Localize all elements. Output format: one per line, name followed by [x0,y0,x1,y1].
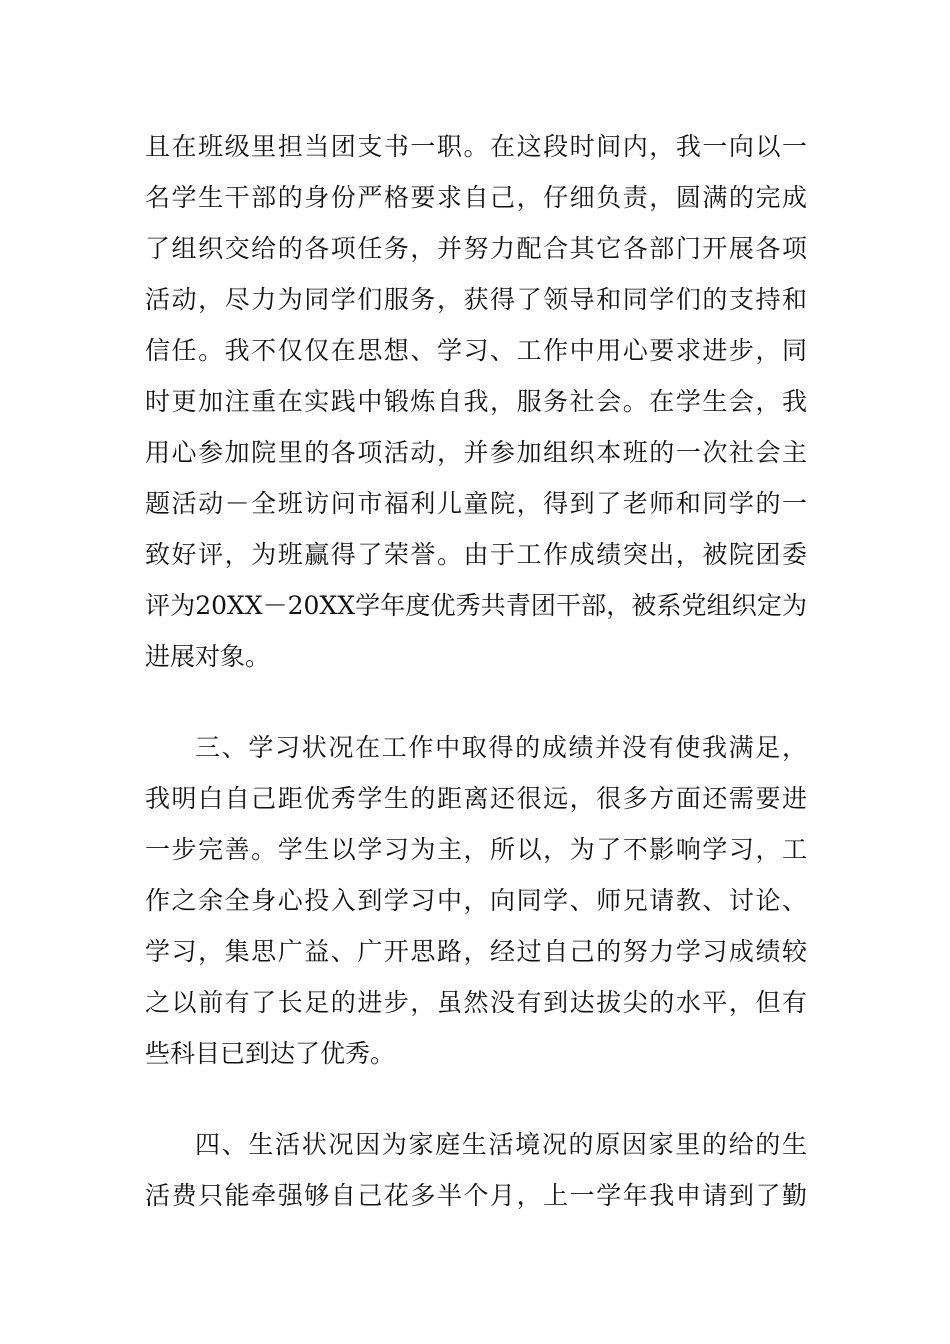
text-line: 且在班级里担当团支书一职。在这段时间内，我一向以一 [145,132,807,161]
text-line: 之以前有了长足的进步，虽然没有到达拔尖的水平，但有 [145,988,807,1017]
text-line: 活费只能牵强够自己花多半个月，上一学年我申请到了勤 [145,1181,807,1210]
text-line: 题活动－全班访问市福利儿童院，得到了老师和同学的一 [145,489,807,518]
paragraph-student-work [145,121,807,682]
paragraph-life-status [145,1119,807,1221]
text-line: 进展对象。 [145,642,271,671]
text-line: 些科目已到达了优秀。 [145,1039,396,1068]
text-line: 我明白自己距优秀学生的距离还很远，很多方面还需要进 [145,784,807,813]
paragraph-study-status [145,722,807,1079]
text-line: 用心参加院里的各项活动，并参加组织本班的一次社会主 [145,438,807,467]
text-line: 信任。我不仅仅在思想、学习、工作中用心要求进步，同 [145,336,807,365]
text-line: 评为20XX－20XX学年度优秀共青团干部，被系党组织定为 [145,591,807,620]
text-line: 作之余全身心投入到学习中，向同学、师兄请教、讨论、 [145,886,807,915]
text-line: 名学生干部的身份严格要求自己，仔细负责，圆满的完成 [145,183,807,212]
text-line: 四、生活状况因为家庭生活境况的原因家里的给的生 [195,1130,807,1159]
text-line: 三、学习状况在工作中取得的成绩并没有使我满足， [195,733,807,762]
text-line: 一步完善。学生以学习为主，所以，为了不影响学习，工 [145,835,807,864]
text-line: 了组织交给的各项任务，并努力配合其它各部门开展各项 [145,234,807,263]
text-line: 活动，尽力为同学们服务，获得了领导和同学们的支持和 [145,285,807,314]
text-line: 学习，集思广益、广开思路，经过自己的努力学习成绩较 [145,937,807,966]
text-line: 致好评，为班赢得了荣誉。由于工作成绩突出，被院团委 [145,540,807,569]
text-line: 时更加注重在实践中锻炼自我，服务社会。在学生会，我 [145,387,807,416]
